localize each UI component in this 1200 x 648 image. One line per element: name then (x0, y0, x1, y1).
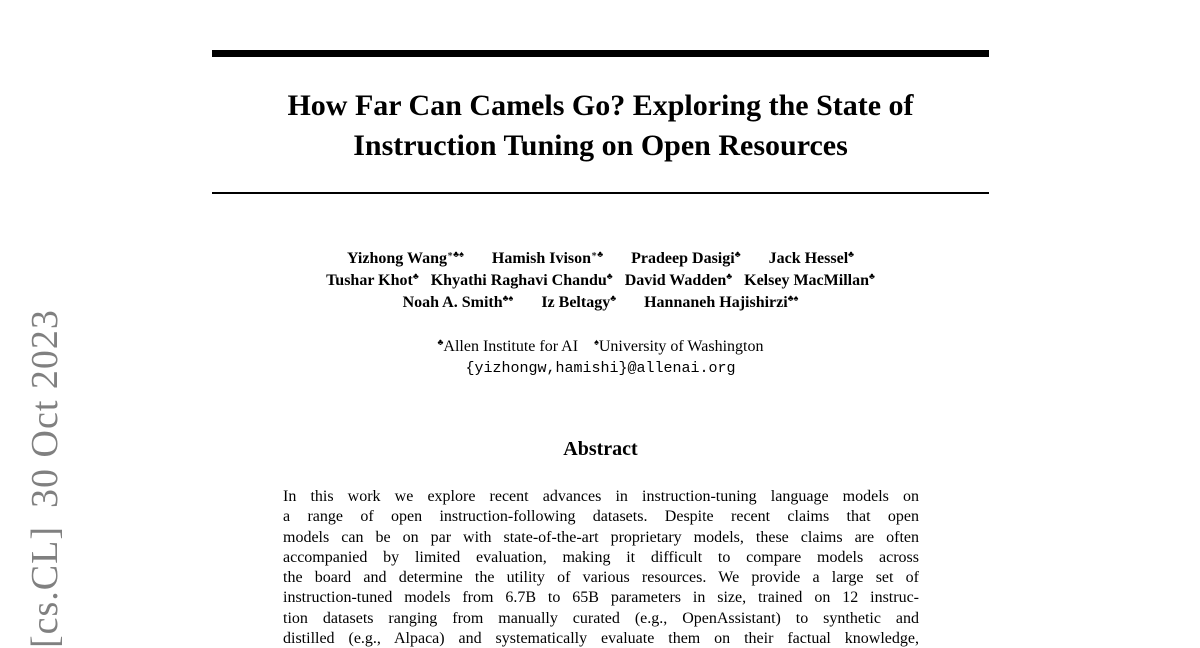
author-mark: ♣♠ (502, 293, 514, 303)
author-list (212, 248, 989, 314)
author-name: Noah A. Smith (402, 294, 503, 311)
author (625, 270, 732, 292)
author (744, 270, 875, 292)
author-name: Pradeep Dasigi (631, 250, 735, 267)
author-mark: ♣♠ (787, 293, 799, 303)
author-name: Iz Beltagy (541, 294, 611, 311)
affiliations (212, 336, 989, 380)
arxiv-stamp (0, 0, 66, 648)
author (541, 292, 616, 314)
author-mark: ♣ (848, 249, 855, 259)
abstract-body (283, 487, 919, 648)
paper-title-line: How Far Can Camels Go? Exploring the State of (287, 89, 914, 122)
affiliation (438, 336, 579, 358)
abstract-line: distilled (e.g., Alpaca) and systematically evaluate them on their factual knowledge, (283, 630, 919, 648)
author-row (212, 270, 989, 292)
affiliation (594, 336, 763, 358)
arxiv-date: 30 Oct 2023 (24, 309, 66, 508)
author (403, 292, 514, 314)
abstract-line: a range of open instruction-following datasets. Despite recent claims that open (283, 508, 919, 526)
author (631, 248, 740, 270)
author-name: Yizhong Wang (346, 250, 447, 267)
author (431, 270, 613, 292)
author-mark: ∗♣♠ (446, 249, 464, 259)
author-name: Hamish Ivison (491, 250, 592, 267)
affiliation-mark: ♣ (437, 337, 444, 347)
author-mark: ♣ (610, 293, 617, 303)
author-name: Kelsey MacMillan (744, 272, 869, 289)
contact-email[interactable]: {yizhongw,hamishi}@allenai.org (465, 360, 736, 377)
affiliation-name: Allen Institute for AI (443, 338, 579, 355)
author-row (212, 248, 989, 270)
abstract-line: the board and determine the utility of various resources. We provide a large set of (283, 569, 919, 587)
title-rule-bottom (212, 192, 989, 194)
author (326, 270, 419, 292)
author-mark: ♣ (868, 271, 875, 281)
author-name: Jack Hessel (768, 250, 849, 267)
author (644, 292, 798, 314)
author (492, 248, 603, 270)
author-mark: ♣ (606, 271, 613, 281)
arxiv-stamp-text (20, 309, 70, 648)
author-name: Tushar Khot (326, 272, 413, 289)
author (769, 248, 854, 270)
abstract-line: accompanied by limited evaluation, making it difficult to compare models across (283, 548, 919, 566)
abstract-line: In this work we explore recent advances in instruction-tuning language models on (283, 488, 919, 505)
author-name: Hannaneh Hajishirzi (644, 294, 788, 311)
author-mark: ♣ (726, 271, 733, 281)
author-name: David Wadden (624, 272, 727, 289)
abstract-heading: Abstract (563, 438, 638, 460)
paper-title-line: Instruction Tuning on Open Resources (353, 129, 848, 162)
author-row (212, 292, 989, 314)
arxiv-category[interactable]: [cs.CL] (24, 525, 66, 648)
affiliation-row (212, 336, 989, 358)
abstract-line: tion datasets ranging from manually curated (e.g., OpenAssistant) to synthetic and (283, 609, 919, 627)
author-mark: ♣ (734, 249, 741, 259)
abstract-line: instruction-tuned models from 6.7B to 65B parameters in size, trained on 12 instruc- (283, 589, 919, 607)
author (347, 248, 464, 270)
title-rule-top (212, 50, 989, 57)
author-name: Khyathi Raghavi Chandu (430, 272, 607, 289)
author-mark: ∗♣ (591, 249, 604, 259)
affiliation-name: University of Washington (598, 338, 764, 355)
paper-title (212, 86, 989, 166)
author-mark: ♣ (412, 271, 419, 281)
affiliation-mark: ♠ (594, 337, 599, 347)
abstract-line: models can be on par with state-of-the-art proprietary models, these claims are often (283, 528, 919, 546)
